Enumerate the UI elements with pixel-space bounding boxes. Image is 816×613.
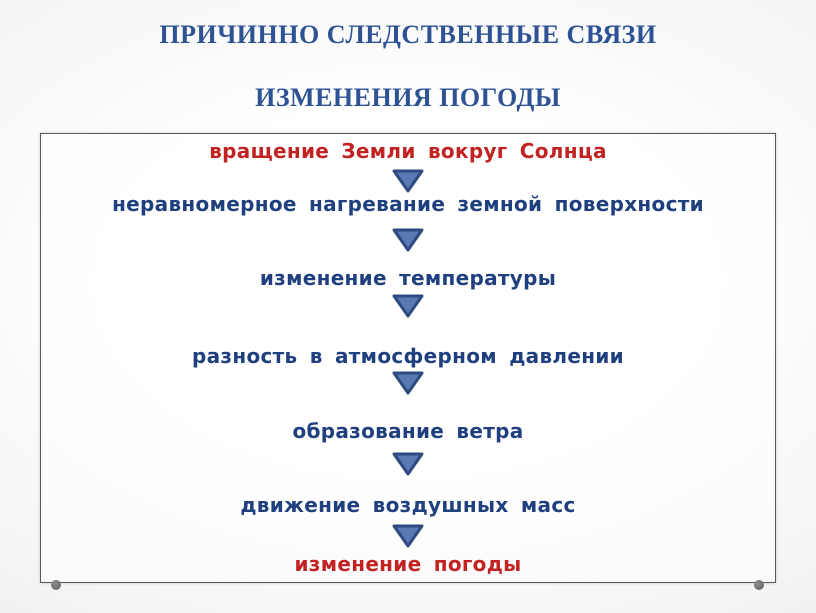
down-arrow-icon [391,227,425,253]
slide-corner-dot-left [51,580,61,590]
flow-step-weather-change: изменение погоды [294,552,522,576]
down-arrow-icon [391,451,425,477]
flow-step-uneven-heating: неравномерное нагревание земной поверхности [112,192,704,216]
down-arrow-icon [391,370,425,396]
flow-step-temperature-change: изменение температуры [259,266,557,290]
down-arrow-icon [391,293,425,319]
flow-step-wind-formation: образование ветра [292,419,524,443]
flow-step-air-mass-movement: движение воздушных масс [240,493,576,517]
slide-title-line1: ПРИЧИННО СЛЕДСТВЕННЫЕ СВЯЗИ [159,20,657,49]
flowchart-box [40,133,776,583]
down-arrow-icon [391,523,425,549]
slide-title-line2: ИЗМЕНЕНИЯ ПОГОДЫ [255,83,561,112]
down-arrow-icon [391,168,425,194]
flow-step-rotation-of-earth: вращение Земли вокруг Солнца [209,139,607,163]
slide-corner-dot-right [754,580,764,590]
flow-step-pressure-difference: разность в атмосферном давлении [192,344,624,368]
